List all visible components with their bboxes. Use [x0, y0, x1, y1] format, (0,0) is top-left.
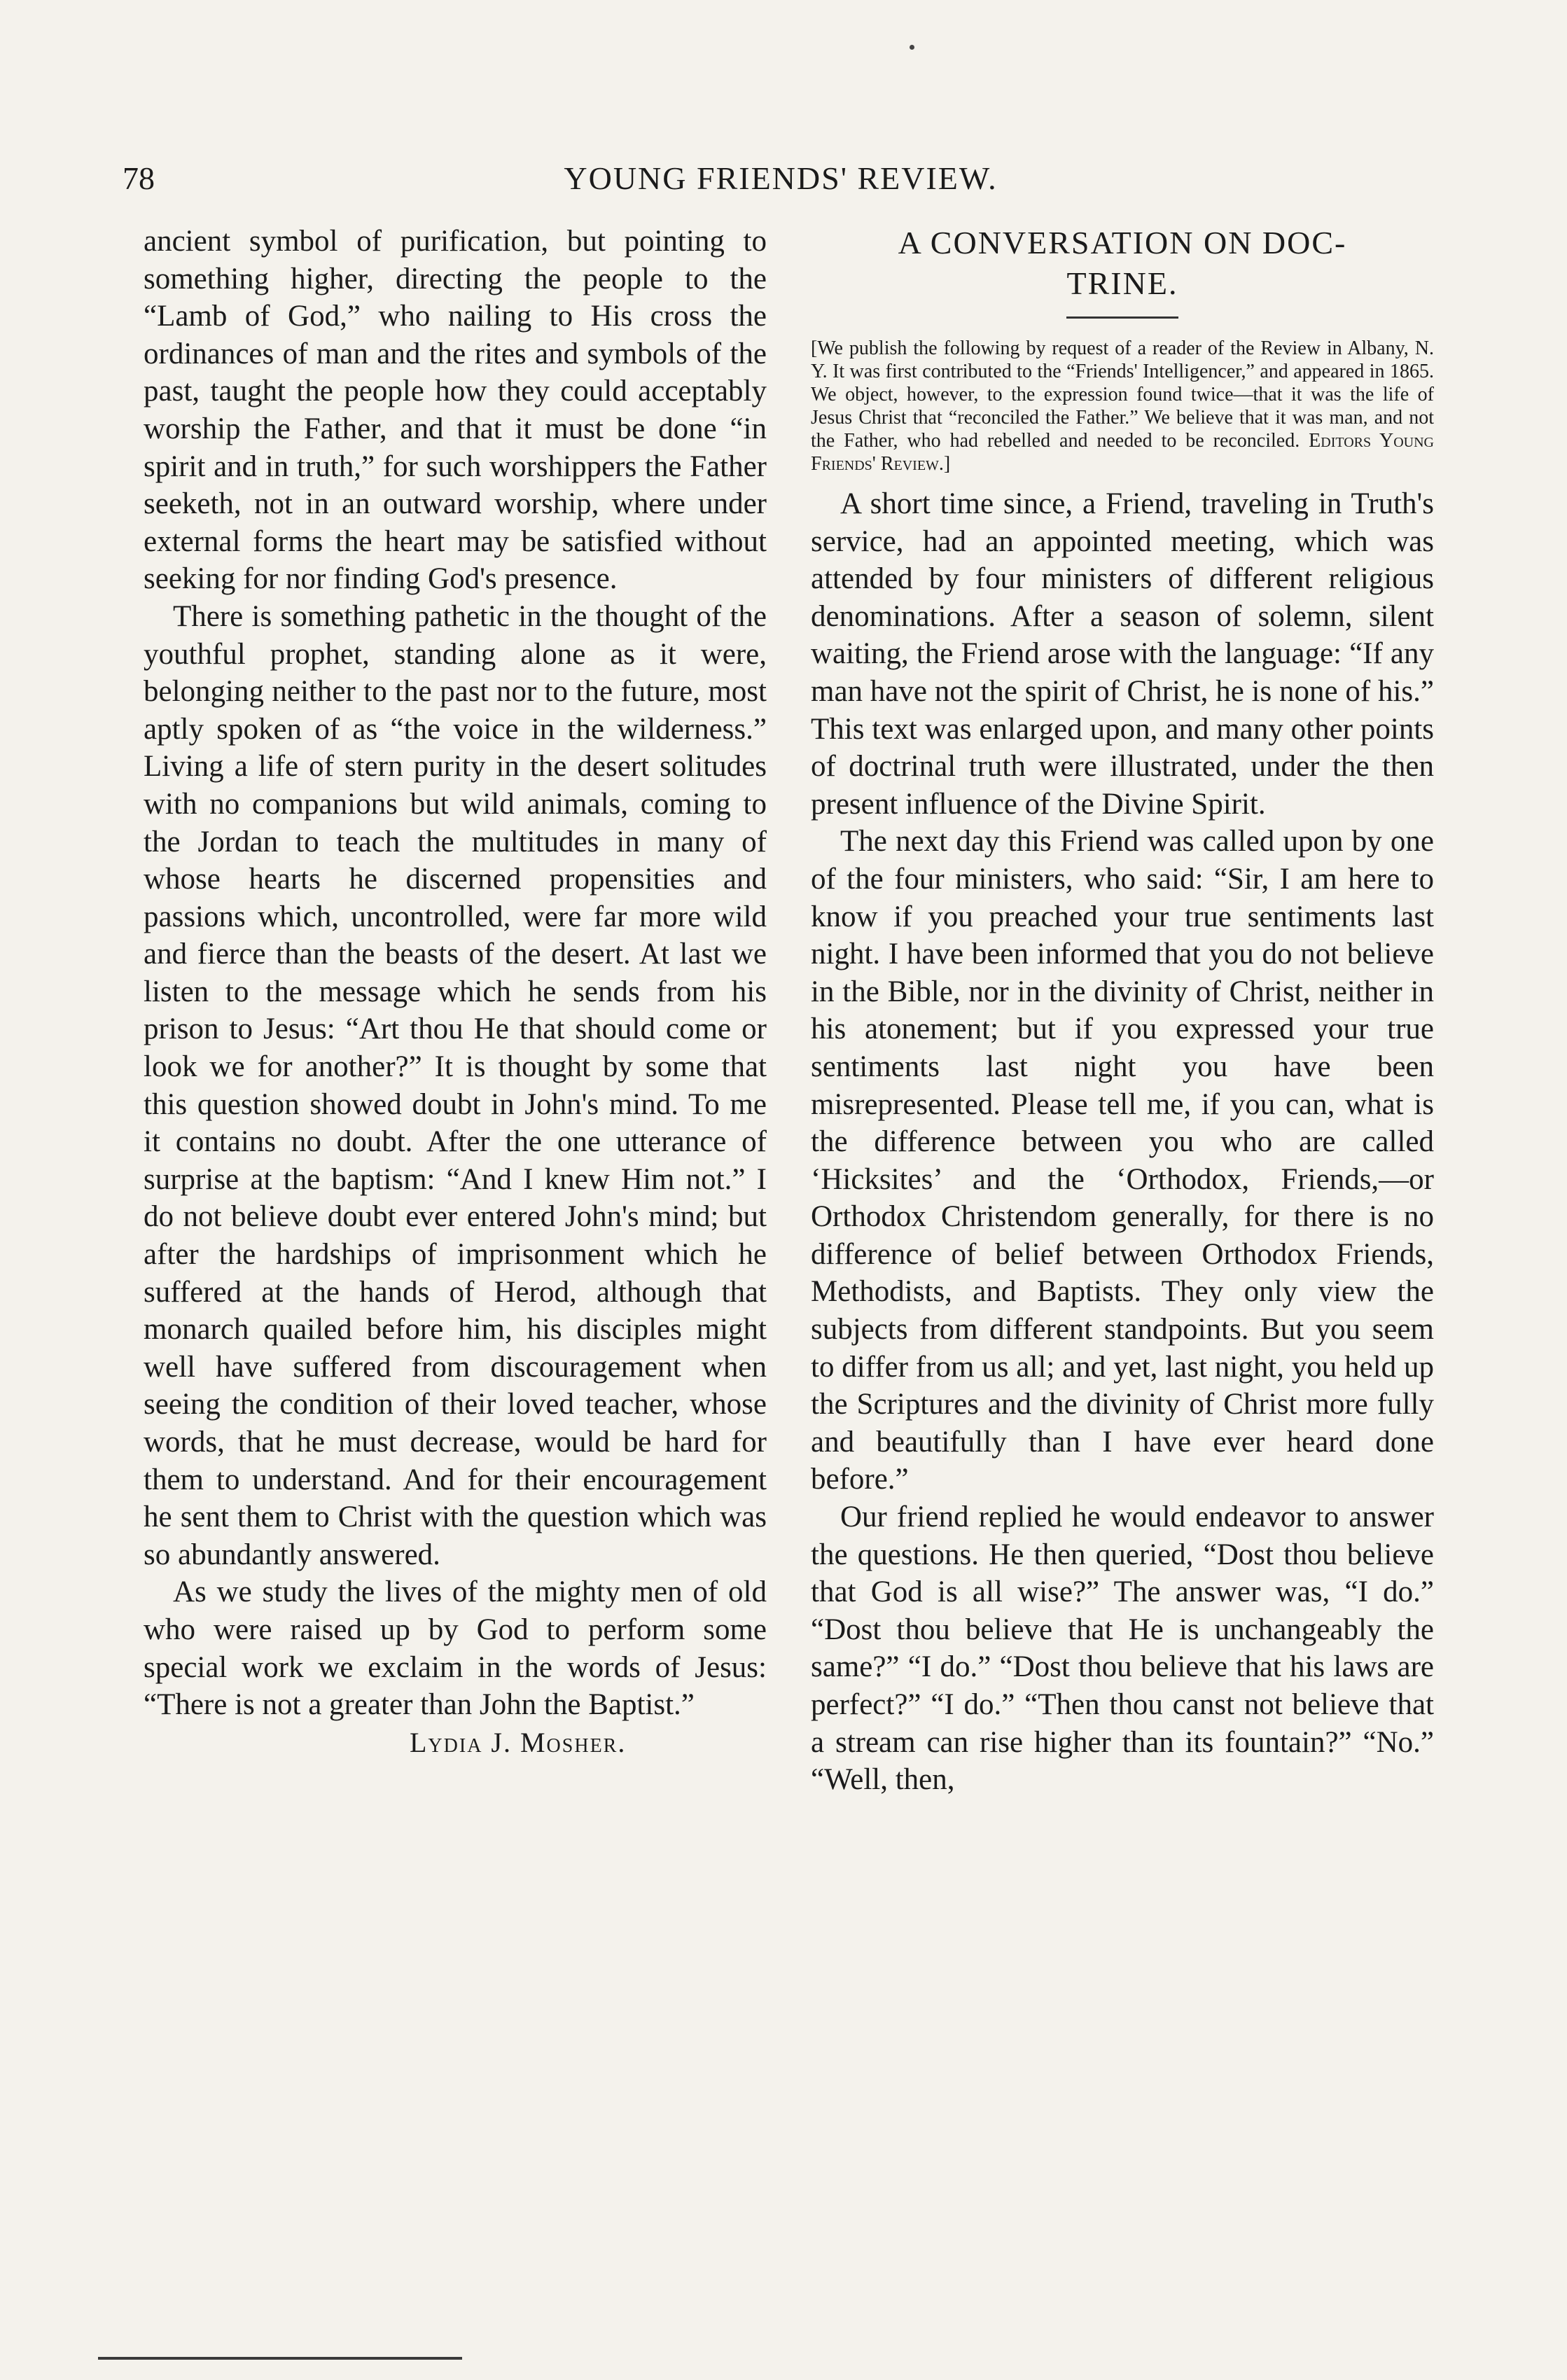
running-head: YOUNG FRIENDS' REVIEW. [564, 160, 998, 196]
print-speck [910, 45, 914, 50]
article-title-line-1: A CONVERSATION ON DOC- [898, 225, 1347, 260]
paragraph: Our friend replied he would endeavor to answer the questions. He then queried, “Dost thou believe that God is all wise?” The answer was, “I do.” “Dost thou believe that He is unchangeably the same?” “I do.” “Dost thou believe that his laws are perfect?” “I do.” “Then thou canst not believe that a stream can rise higher than its fountain?” “No.” “Well, then, [811, 1501, 1434, 1797]
bottom-rule [98, 2357, 462, 2360]
page-number: 78 [123, 160, 155, 196]
editor-note-text: [We publish the following by request of a reader of the Review in Albany, N. Y. It was first contributed to the “Friends' Intelligencer,” and appeared in 1865. We object, however, to the expression found twice—that it was the life of Jesus Christ that “reconciled the Father.” We believe that it was man, and not the Father, who had rebelled and needed to be reconciled. [811, 337, 1434, 452]
left-column [144, 223, 767, 1761]
page-header [123, 160, 1439, 216]
title-divider [1066, 316, 1178, 319]
paragraph: As we study the lives of the mighty men of old who were raised up by God to perform some special work we exclaim in the words of Jesus: “There is not a greater than John the Baptist.” [144, 1575, 767, 1722]
right-column [811, 223, 1434, 1799]
paragraph: The next day this Friend was called upon by one of the four ministers, who said: “Sir, I am here to know if you preached your true sentiments last night. I have been informed that you do not believe in the Bible, nor in the divinity of Christ, neither in his atonement; but if you expressed your true sentiments last night you have been misrepresented. Please tell me, if you can, what is the difference between you who are called ‘Hicksites’ and the ‘Orthodox, Friends,—or Orthodox Christendom generally, for there is no difference of belief between Orthodox Friends, Methodists, and Baptists. They only view the subjects from different standpoints. But you seem to differ from us all; and yet, last night, you held up the Scriptures and the divinity of Christ more fully and beautifully than I have ever heard done before.” [811, 825, 1434, 1496]
article-title-line-2: TRINE. [1066, 265, 1178, 301]
paragraph: There is something pathetic in the thought of the youthful prophet, standing alone as it were, belonging neither to the past nor to the future, most aptly spoken of as “the voice in the wilderness.” Living a life of stern purity in the desert solitudes with no companions but wild animals, coming to the Jordan to teach the multitudes in many of whose hearts he discerned propensities and passions which, uncontrolled, were far more wild and fierce than the beasts of the desert. At last we listen to the message which he sends from his prison to Jesus: “Art thou He that should come or look we for another?” It is thought by some that this question showed doubt in John's mind. To me it contains no doubt. After the one utterance of surprise at the baptism: “And I knew Him not.” I do not believe doubt ever entered John's mind; but after the hardships of imprisonment which he suffered at the hands of Herod, although that monarch quailed before him, his disciples might well have suffered from discouragement when seeing the condition of their loved teacher, whose words, that he must decrease, would be hard for them to understand. And for their encouragement he sent them to Christ with the question which was so abundantly answered. [144, 599, 767, 1571]
paragraph: A short time since, a Friend, traveling in Truth's service, had an appointed meeting, which was attended by four ministers of different religious denominations. After a season of solemn, silent waiting, the Friend arose with the language: “If any man have not the spirit of Christ, he is none of his.” This text was enlarged upon, and many other points of doctrinal truth were illustrated, under the then present influence of the Divine Spirit. [811, 487, 1434, 821]
editor-note [811, 337, 1434, 475]
paragraph: ancient symbol of purification, but pointing to something higher, directing the people to the “Lamb of God,” who nailing to His cross the ordinances of man and the rites and symbols of the past, taught the people how they could acceptably worship the Father, and that it must be done “in spirit and in truth,” for such worshippers the Father seeketh, not in an outward worship, where under external forms the heart may be satisfied without seeking for nor finding God's presence. [144, 225, 767, 596]
editor-note-signature: Editors Young Friends' Review.] [811, 430, 1434, 475]
author-signature: Lydia J. Mosher. [410, 1726, 627, 1758]
